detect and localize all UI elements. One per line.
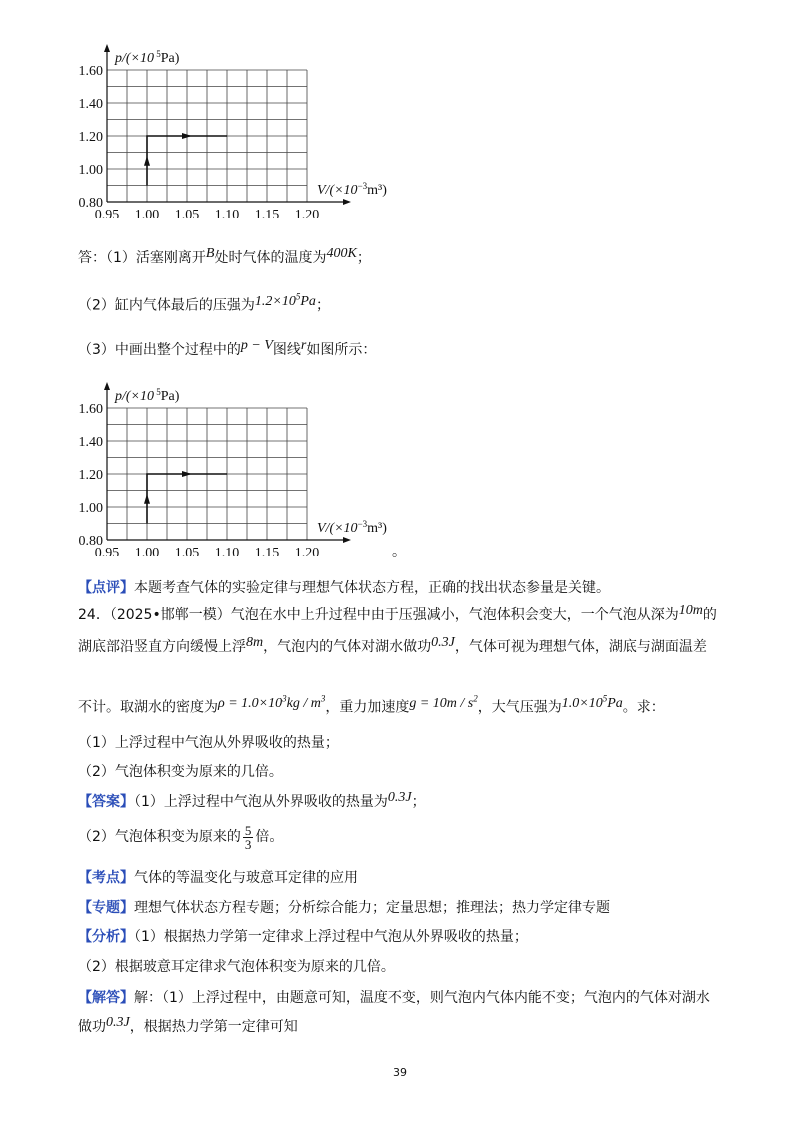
y-axis-arrow	[104, 382, 110, 390]
y-tick-label: 0.80	[78, 534, 103, 549]
x-axis-label: $V/(\times 10^{-3}m^3)$	[317, 519, 387, 536]
x-tick-label: 1.10	[214, 208, 240, 218]
pv-chart-2	[60, 376, 400, 556]
x-tick-label: 1.15	[254, 546, 280, 556]
y-tick-label: 1.20	[78, 468, 103, 483]
x-tick-label: 1.10	[214, 546, 240, 556]
y-tick-label: 1.60	[78, 402, 103, 417]
period-mark: 。	[392, 544, 406, 560]
y-tick-label: 1.00	[78, 163, 103, 178]
y-axis-arrow	[104, 44, 110, 52]
answer-line-1: 答：（1）活塞刚离开B处时气体的温度为400K；	[78, 246, 371, 266]
x-tick-label: 0.95	[94, 546, 120, 556]
fenxi-line-2: （2）根据玻意耳定律求气泡体积变为原来的几倍。	[78, 959, 395, 975]
page-number: 39	[393, 1066, 407, 1079]
pv-chart-1	[60, 38, 400, 218]
y-tick-label: 1.40	[78, 97, 103, 112]
x-tick-label: 1.20	[294, 208, 320, 218]
y-tick-label: 1.20	[78, 130, 103, 145]
x-axis-arrow	[343, 537, 351, 543]
answer-block-line-1: 【答案】（1）上浮过程中气泡从外界吸收的热量为0.3J；	[78, 790, 426, 810]
answer-block-line-2: （2）气泡体积变为原来的 $\frac{5}{3}$ 倍。	[78, 822, 284, 852]
fraction-five-thirds: $\frac{5}{3}$	[244, 822, 252, 852]
q24-line-2: 湖底部沿竖直方向缓慢上浮8m，气泡内的气体对湖水做功0.3J，气体可视为理想气体，湖底与湖面温差	[78, 635, 707, 655]
answer-line-3: （3）中画出整个过程中的p − V图线r如图所示：	[78, 338, 377, 358]
fenxi-line-1: 【分析】（1）根据热力学第一定律求上浮过程中气泡从外界吸收的热量；	[78, 929, 528, 945]
q24-line-5: （2）气泡体积变为原来的几倍。	[78, 764, 283, 780]
kaodian-line: 【考点】气体的等温变化与玻意耳定律的应用	[78, 870, 358, 886]
x-axis-arrow	[343, 199, 351, 205]
y-axis-label: p/(×10 $^5$Pa)	[115, 387, 180, 404]
y-tick-label: 1.00	[78, 501, 103, 516]
x-tick-label: 1.20	[294, 546, 320, 556]
x-tick-label: 1.00	[134, 546, 160, 556]
x-tick-label: 0.95	[94, 208, 120, 218]
jieda-line-1: 【解答】解：（1）上浮过程中，由题意可知，温度不变，则气泡内气体内能不变；气泡内的气体对湖水	[78, 990, 710, 1006]
direction-arrow	[144, 494, 150, 504]
y-axis-label: p/(×10 $^5$Pa)	[115, 49, 180, 66]
jieda-line-2: 做功0.3J，根据热力学第一定律可知	[78, 1015, 298, 1035]
answer-line-2: （2）缸内气体最后的压强为$1.2\times 10^5Pa$；	[78, 291, 330, 314]
y-tick-label: 1.60	[78, 64, 103, 79]
y-tick-label: 0.80	[78, 196, 103, 211]
q24-line-4: （1）上浮过程中气泡从外界吸收的热量；	[78, 735, 339, 751]
direction-arrow	[144, 156, 150, 166]
comment-line: 【点评】本题考查气体的实验定律与理想气体状态方程，正确的找出状态参量是关键。	[78, 580, 610, 596]
q24-line-1: 24．（2025•邯郸一模）气泡在水中上升过程中由于压强减小，气泡体积会变大，一个气泡从深为10m的	[78, 603, 717, 623]
q24-line-3: 不计。取湖水的密度为$\rho = 1.0\times 10^3kg / m^3$，重力加速度$g = 10m / s^2$，大气压强为$1.0\times 10^5Pa$。求：	[78, 693, 665, 716]
zhuanti-line: 【专题】理想气体状态方程专题；分析综合能力；定量思想；推理法；热力学定律专题	[78, 900, 610, 916]
x-axis-label: $V/(\times 10^{-3}m^3)$	[317, 181, 387, 198]
x-tick-label: 1.00	[134, 208, 160, 218]
x-tick-label: 1.15	[254, 208, 280, 218]
x-tick-label: 1.05	[174, 208, 200, 218]
y-tick-label: 1.40	[78, 435, 103, 450]
x-tick-label: 1.05	[174, 546, 200, 556]
